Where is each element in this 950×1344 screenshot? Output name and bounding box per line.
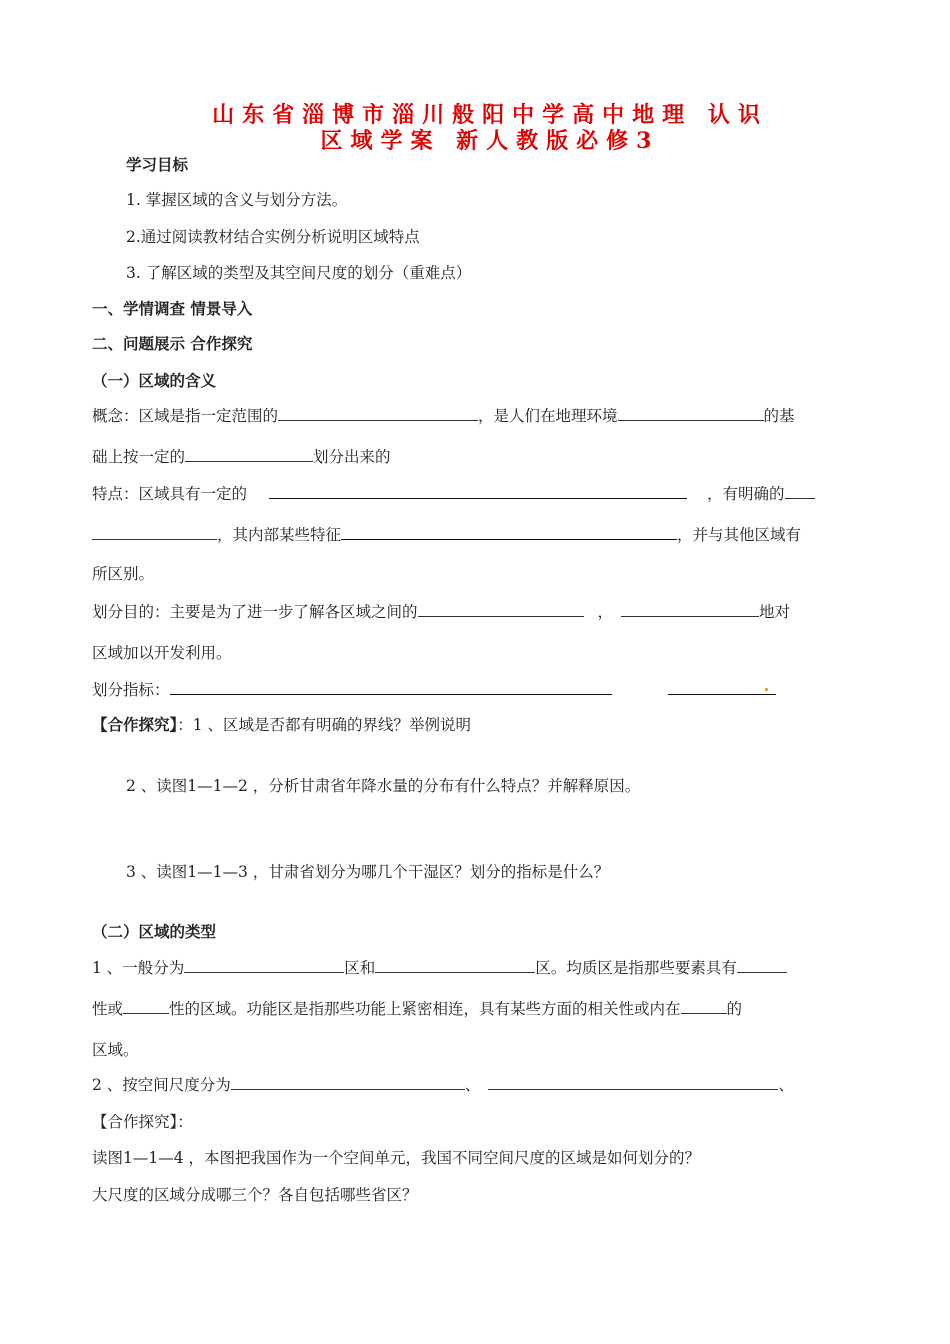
blank[interactable] bbox=[681, 1012, 727, 1014]
type-line bbox=[92, 956, 787, 978]
type-text-c: 区。均质区是指那些要素具有 bbox=[535, 959, 737, 977]
scale-text-a: 2 、按空间尺度分为 bbox=[92, 1076, 231, 1094]
section-survey-heading: 一、学情调查 情景导入 bbox=[92, 299, 253, 318]
indicator-line bbox=[92, 678, 776, 700]
purpose-text-a: 划分目的：主要是为了进一步了解各区域之间的 bbox=[92, 603, 418, 621]
scale-text-c: 、 bbox=[778, 1076, 794, 1094]
document-title-line1: 山东省淄博市淄川般阳中学高中地理 认识 bbox=[212, 102, 768, 128]
feature-text-b: ，有明确的 bbox=[707, 485, 785, 503]
concept-line-2 bbox=[92, 445, 391, 467]
scale-line bbox=[92, 1073, 794, 1095]
explore-question-2: 2 、读图1—1—2 ，分析甘肃省年降水量的分布有什么特点？并解释原因。 bbox=[126, 777, 641, 795]
objective-item-3: 3. 了解区域的类型及其空间尺度的划分（重难点） bbox=[126, 264, 472, 282]
type2-text-a: 性或 bbox=[92, 1000, 124, 1018]
concept-text-a: 概念：区域是指一定范围的 bbox=[92, 407, 279, 425]
purpose-text-b: ， bbox=[597, 603, 614, 621]
part1-heading: （一）区域的含义 bbox=[92, 371, 217, 390]
blank[interactable] bbox=[170, 693, 612, 695]
type2-text-b: 性的区域。功能区是指那些功能上紧密相连，具有某些方面的相关性或内在 bbox=[169, 1000, 681, 1018]
explore-question-3: 3 、读图1—1—3 ，甘肃省划分为哪几个干湿区？划分的指标是什么？ bbox=[126, 863, 610, 881]
stray-dot bbox=[765, 688, 768, 691]
blank[interactable] bbox=[737, 971, 787, 973]
feature-line bbox=[92, 482, 815, 504]
purpose-text-c: 地对 bbox=[759, 603, 791, 621]
blank[interactable] bbox=[618, 419, 764, 421]
objectives-heading: 学习目标 bbox=[126, 155, 189, 174]
feature-text-a: 特点：区域具有一定的 bbox=[92, 485, 248, 503]
type-line-3: 区域。 bbox=[92, 1041, 139, 1059]
indicator-text-a: 划分指标： bbox=[92, 681, 170, 699]
blank[interactable] bbox=[785, 497, 815, 499]
blank[interactable] bbox=[668, 693, 776, 695]
explore-label: 【合作探究】 bbox=[92, 715, 178, 734]
feature2-text-b: ，其内部某些特征 bbox=[217, 526, 342, 544]
concept-text-c: 的基 bbox=[763, 407, 795, 425]
blank[interactable] bbox=[269, 497, 687, 499]
concept2-text-a: 础上按一定的 bbox=[92, 448, 186, 466]
purpose-line-2: 区域加以开发利用。 bbox=[92, 644, 232, 662]
type-line-2 bbox=[92, 997, 742, 1019]
concept2-text-b: 划分出来的 bbox=[313, 448, 391, 466]
objective-item-2: 2.通过阅读教材结合实例分析说明区域特点 bbox=[126, 228, 420, 246]
part2-heading: （二）区域的类型 bbox=[92, 922, 217, 941]
blank[interactable] bbox=[375, 971, 535, 973]
blank[interactable] bbox=[418, 615, 584, 617]
blank[interactable] bbox=[184, 971, 344, 973]
purpose-line bbox=[92, 600, 790, 622]
feature-line-2 bbox=[92, 523, 801, 545]
blank[interactable] bbox=[488, 1088, 778, 1090]
document-title-line2: 区域学案 新人教版必修3 bbox=[320, 128, 660, 154]
scale-text-b: 、 bbox=[464, 1076, 481, 1094]
big-scale-question: 大尺度的区域分成哪三个？各自包括哪些省区？ bbox=[92, 1186, 418, 1204]
type2-text-c: 的 bbox=[726, 1000, 743, 1018]
feature2-text-c: ，并与其他区域有 bbox=[677, 526, 802, 544]
blank[interactable] bbox=[278, 419, 478, 421]
section-problem-heading: 二、问题展示 合作探究 bbox=[92, 334, 253, 353]
blank[interactable] bbox=[231, 1088, 465, 1090]
explore-label-2: 【合作探究】： bbox=[92, 1113, 193, 1131]
blank[interactable] bbox=[92, 538, 217, 540]
objective-item-1: 1. 掌握区域的含义与划分方法。 bbox=[126, 191, 348, 209]
type-text-a: 1 、一般分为 bbox=[92, 959, 185, 977]
blank[interactable] bbox=[185, 460, 313, 462]
blank[interactable] bbox=[621, 615, 759, 617]
type-text-b: 区和 bbox=[344, 959, 376, 977]
explore-question-1: ：1 、区域是否都有明确的界线？举例说明 bbox=[177, 716, 472, 734]
explore-line-1 bbox=[92, 713, 471, 735]
blank[interactable] bbox=[123, 1012, 169, 1014]
concept-line bbox=[92, 404, 795, 426]
blank[interactable] bbox=[341, 538, 677, 540]
concept-text-b: ，是人们在地理环境 bbox=[478, 407, 618, 425]
read-question: 读图1—1—4 ，本图把我国作为一个空间单元，我国不同空间尺度的区域是如何划分的？ bbox=[92, 1149, 701, 1167]
feature-line-3: 所区别。 bbox=[92, 565, 155, 583]
